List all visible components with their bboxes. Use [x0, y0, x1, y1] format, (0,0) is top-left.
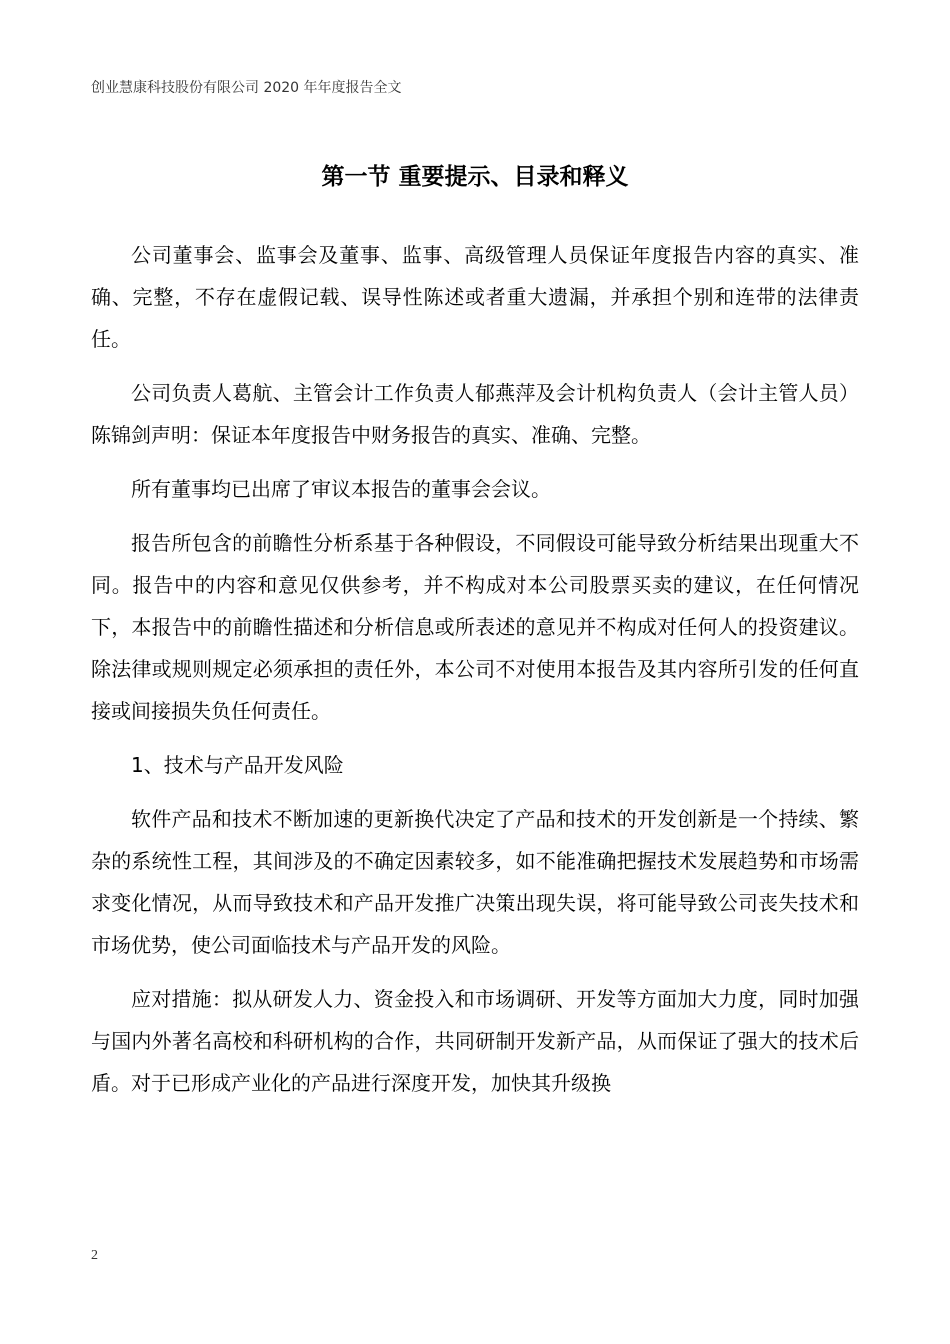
- paragraph-responsibility: 公司董事会、监事会及董事、监事、高级管理人员保证年度报告内容的真实、准确、完整，不存在虚假记载、误导性陈述或者重大遗漏，并承担个别和连带的法律责任。: [91, 243, 859, 351]
- paragraph-financial-statement: 公司负责人葛航、主管会计工作负责人郁燕萍及会计机构负责人（会计主管人员）陈锦剑声明：保证本年度报告中财务报告的真实、准确、完整。: [91, 381, 859, 447]
- body-text: [91, 234, 859, 1116]
- paragraph-directors-attendance: 所有董事均已出席了审议本报告的董事会会议。: [131, 477, 551, 501]
- paragraph-countermeasures: 应对措施：拟从研发人力、资金投入和市场调研、开发等方面加大力度，同时加强与国内外著名高校和科研机构的合作，共同研制开发新产品，从而保证了强大的技术后盾。对于已形成产业化的产品进行深度开发，加快其升级换: [91, 987, 859, 1095]
- running-header: 创业慧康科技股份有限公司 2020 年年度报告全文: [91, 80, 402, 96]
- risk-heading: 1、技术与产品开发风险: [131, 753, 344, 777]
- page-number: 2: [91, 1248, 98, 1263]
- paragraph-forward-looking: 报告所包含的前瞻性分析系基于各种假设，不同假设可能导致分析结果出现重大不同。报告中的内容和意见仅供参考，并不构成对本公司股票买卖的建议，在任何情况下，本报告中的前瞻性描述和分析信息或所表述的意见并不构成对任何人的投资建议。除法律或规则规定必须承担的责任外，本公司不对使用本报告及其内容所引发的任何直接或间接损失负任何责任。: [91, 531, 859, 723]
- section-title: 第一节 重要提示、目录和释义: [321, 164, 629, 190]
- paragraph-risk-description: 软件产品和技术不断加速的更新换代决定了产品和技术的开发创新是一个持续、繁杂的系统性工程，其间涉及的不确定因素较多，如不能准确把握技术发展趋势和市场需求变化情况，从而导致技术和产品开发推广决策出现失误，将可能导致公司丧失技术和市场优势，使公司面临技术与产品开发的风险。: [91, 807, 859, 957]
